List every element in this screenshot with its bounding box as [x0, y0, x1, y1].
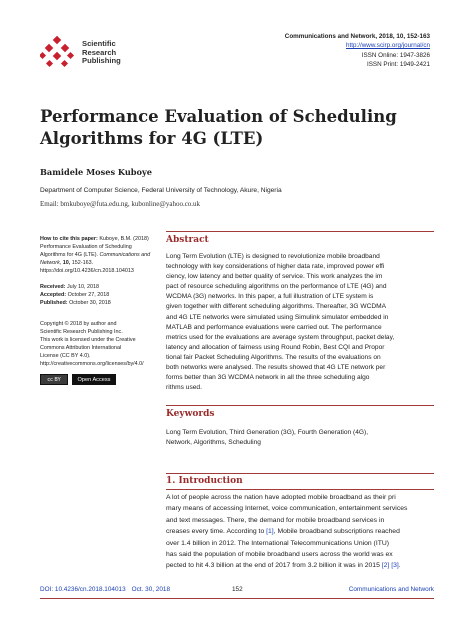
- cite-text: Kuboye, B.M. (2018) Performance Evaluation of Scheduling Algorithms for 4G (LTE).: [40, 236, 149, 258]
- intro-line: has said the population of mobile broadband users across the world was ex: [166, 551, 393, 559]
- intro-line: mary means of accessing Internet, voice communication, entertainment services: [166, 505, 408, 513]
- author-name: Bamidele Moses Kuboye: [40, 167, 152, 177]
- keywords-line: Network, Algorithms, Scheduling: [166, 439, 261, 447]
- abstract-line: latency and allocation of fairness using Round Robin, Best CQI and Propor: [166, 343, 385, 351]
- reference-link[interactable]: [1]: [266, 528, 274, 536]
- title-line: Performance Evaluation of Scheduling: [40, 107, 397, 126]
- intro-line: [166, 526, 436, 537]
- title-line: Algorithms for 4G (LTE): [40, 129, 264, 148]
- intro-text-span: .: [398, 562, 401, 570]
- introduction-body: [166, 492, 436, 572]
- journal-name: Communications and Network, 2018, 10, 152-163: [284, 33, 430, 40]
- page-footer: [40, 586, 434, 598]
- copyright-line: This work is licensed under the Creative: [40, 336, 136, 343]
- intro-line: A lot of people across the nation have adopted mobile broadband as their pri: [166, 494, 396, 501]
- accepted-label: Accepted:: [40, 291, 67, 298]
- journal-info: [285, 32, 430, 69]
- open-access-badge: Open Access: [72, 374, 116, 385]
- abstract-heading: Abstract: [166, 231, 434, 248]
- intro-line: and text messages. There, the demand for mobile broadband services in: [166, 516, 385, 524]
- cite-label: How to cite this paper:: [40, 236, 98, 242]
- publisher-name-line: Scientific: [82, 39, 116, 48]
- keywords-line: Long Term Evolution, Third Generation (3G), Fourth Generation (4G),: [166, 429, 369, 436]
- received-row: [40, 284, 158, 292]
- copyright-line: License (CC BY 4.0).: [40, 352, 91, 359]
- abstract-line: pact of resource scheduling algorithms on the performance of LTE (4G) and: [166, 283, 387, 291]
- license-badges: [40, 374, 116, 385]
- abstract-line: MATLAB and performance evaluations were carried out. The performance: [166, 323, 382, 331]
- abstract-line: given together with different scheduling algorithms. Thereafter, 3G WCDMA: [166, 303, 387, 311]
- received-date: July 10, 2018: [66, 284, 100, 290]
- keywords-body: [166, 428, 436, 448]
- abstract-line: both networks were analysed. The results showed that 4G LTE network per: [166, 364, 386, 372]
- footer-journal: Communications and Network: [348, 586, 434, 593]
- copyright-line: Commons Attribution International: [40, 344, 122, 351]
- cite-pages: 152-163.: [71, 259, 94, 266]
- cite-doi-link[interactable]: https://doi.org/10.4236/cn.2018.104013: [40, 267, 134, 274]
- cite-journal: Communications and Network,: [40, 251, 151, 266]
- copyright-block: [40, 321, 158, 368]
- page-number: 152: [232, 586, 243, 593]
- intro-text-span: , Mobile broadband subscriptions reached: [273, 528, 400, 536]
- citation-block: [40, 236, 158, 276]
- footer-date: Oct. 30, 2018: [131, 586, 171, 593]
- footer-divider: [40, 598, 434, 599]
- publisher-logo: [40, 36, 190, 70]
- introduction-heading: 1. Introduction: [166, 473, 434, 490]
- intro-line: over 1.4 billion in 2012. The International Telecommunications Union (ITU): [166, 539, 390, 547]
- published-label: Published:: [40, 299, 68, 306]
- paper-title: [40, 106, 430, 150]
- abstract-line: metrics used for the evaluations are average system throughput, packet delay,: [166, 333, 395, 341]
- issn-print: ISSN Print: 1949-2421: [366, 60, 430, 68]
- abstract-line: WCDMA (3G) networks. In this paper, a full illustration of LTE system is: [166, 293, 374, 301]
- abstract-line: and 4G LTE networks were simulated using Simulink simulator embedded in: [166, 313, 389, 321]
- accepted-row: [40, 292, 158, 300]
- cite-volume: 10,: [62, 259, 71, 266]
- footer-doi-group: [40, 586, 170, 593]
- reference-link[interactable]: [2]: [381, 562, 390, 570]
- publisher-name: [82, 40, 121, 66]
- abstract-line: rithms used.: [166, 384, 202, 392]
- intro-text-span: creases every time. According to: [166, 528, 267, 536]
- received-label: Received:: [40, 284, 66, 290]
- journal-url-link[interactable]: http://www.scirp.org/journal/cn: [346, 42, 430, 50]
- abstract-line: technology with key considerations of higher data rate, improved power effi: [166, 263, 385, 271]
- abstract-line: forms better than 3G WCDMA network in all the three scheduling algo: [166, 374, 370, 382]
- abstract-line: Long Term Evolution (LTE) is designed to revolutionize mobile broadband: [166, 253, 380, 260]
- dates-block: [40, 284, 158, 308]
- affiliation: Department of Computer Science, Federal University of Technology, Akure, Nigeria: [40, 187, 282, 194]
- published-row: [40, 300, 158, 308]
- publisher-name-line: Publishing: [82, 56, 121, 66]
- intro-text-span: pected to hit 4.3 billion at the end of 2017 from 3.2 billion it was in 2015: [166, 562, 382, 570]
- license-link[interactable]: http://creativecommons.org/licenses/by/4.0/: [40, 360, 144, 367]
- publisher-name-line: Research: [82, 47, 117, 57]
- keywords-heading: Keywords: [166, 405, 434, 422]
- accepted-date: October 27, 2018: [67, 291, 110, 298]
- abstract-body: [166, 252, 436, 393]
- scirp-logo-icon: [40, 36, 76, 70]
- issn-online: ISSN Online: 1947-3826: [361, 51, 430, 59]
- author-email: Email: bmkuboye@futa.edu.ng, kubonline@yahoo.co.uk: [40, 200, 201, 208]
- reference-link[interactable]: [3]: [391, 562, 399, 570]
- intro-line: [166, 560, 436, 571]
- abstract-line: ciency, low latency and better quality of service. This work analyzes the im: [166, 273, 383, 281]
- copyright-line: Copyright © 2018 by author and: [40, 321, 117, 327]
- cc-by-icon[interactable]: cc BY: [40, 374, 68, 385]
- footer-doi[interactable]: DOI: 10.4236/cn.2018.104013: [40, 586, 126, 593]
- copyright-line: Scientific Research Publishing Inc.: [40, 328, 123, 335]
- abstract-line: tional fair Packet Scheduling Algorithms. The results of the evaluations on: [166, 353, 381, 361]
- published-date: October 30, 2018: [69, 299, 111, 306]
